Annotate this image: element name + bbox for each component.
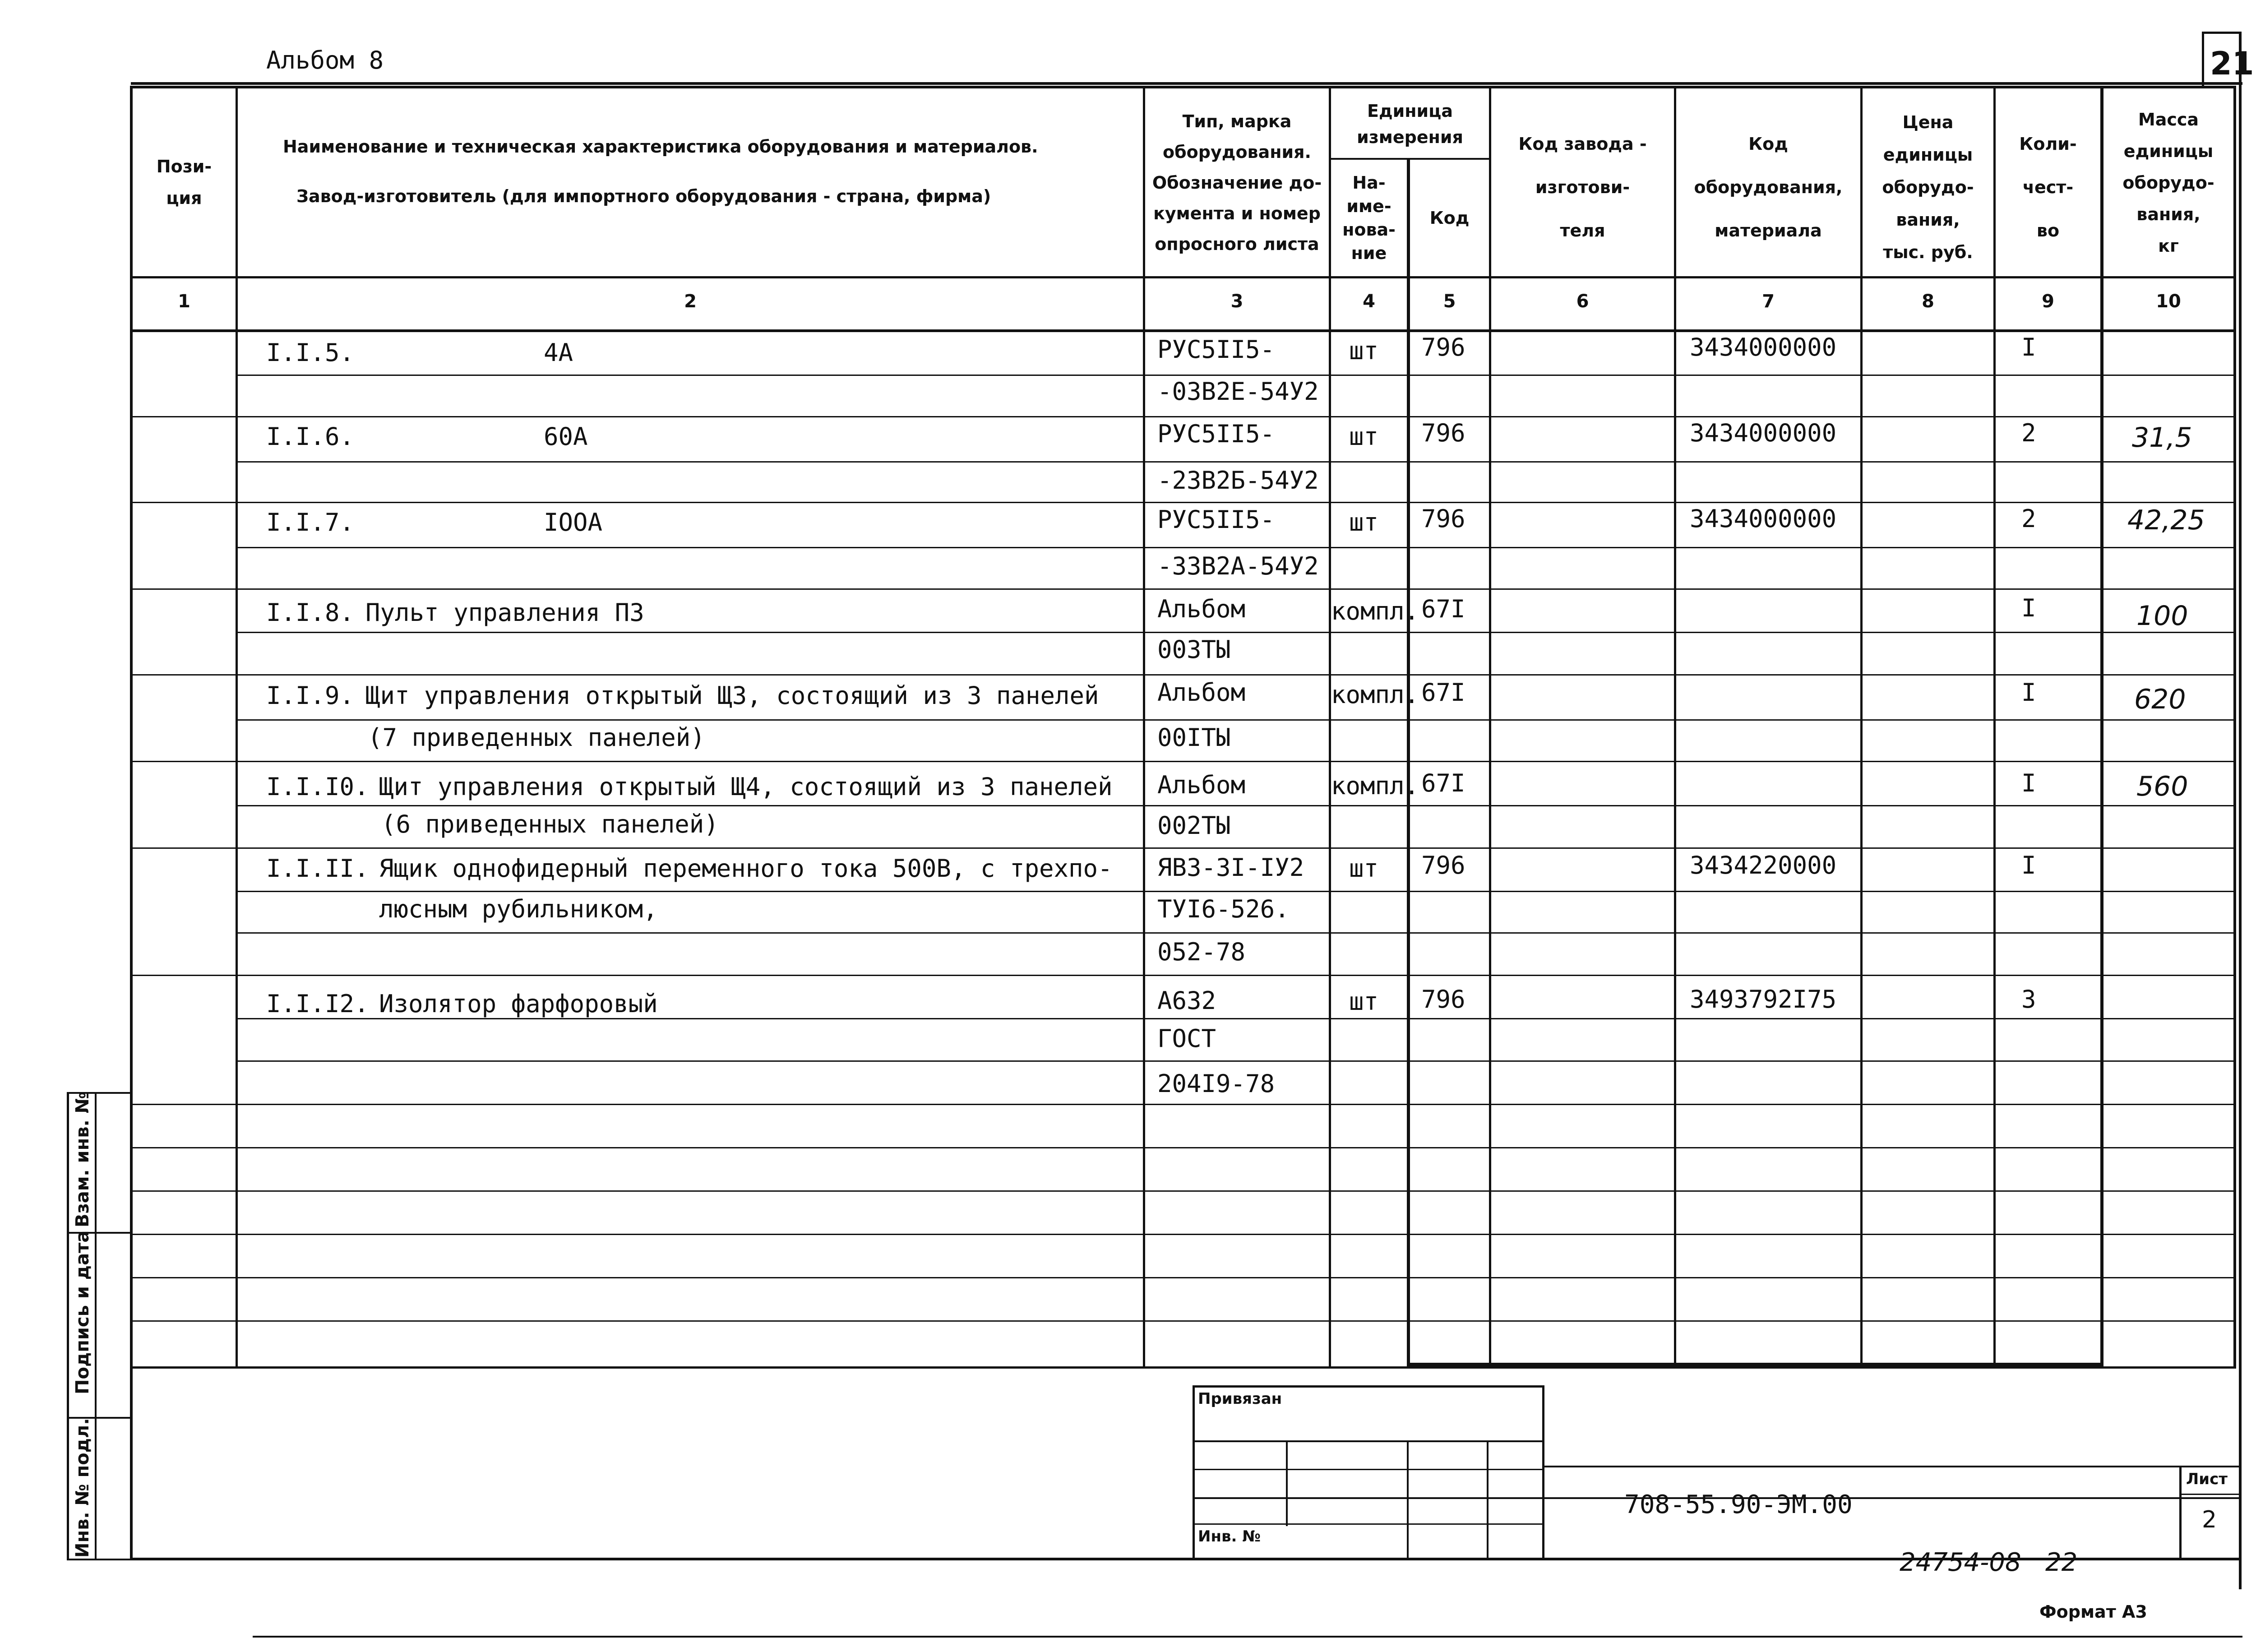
row-type: 00IТЫ [1157, 723, 1231, 752]
row-position: I.I.6. [266, 422, 355, 451]
row-unit-code: 796 [1421, 851, 1465, 879]
row-unit: шт [1349, 422, 1379, 451]
row-equipment-code: 3434220000 [1690, 851, 1837, 879]
corner-box-top [2202, 32, 2242, 34]
row-type: Альбом [1157, 678, 1246, 707]
row-mass: 560 [2136, 771, 2188, 802]
stamp-original-inv: Инв. № подл. [72, 1418, 93, 1558]
row-position: I.I.I2. [266, 990, 369, 1018]
row-type: А632 [1157, 986, 1216, 1015]
row-position: I.I.5. [266, 338, 355, 367]
row-line [236, 891, 2236, 892]
row-type: 052-78 [1157, 938, 1246, 966]
row-quantity: I [2021, 851, 2036, 879]
header-name-line2: Завод-изготовитель (для импортного оборудования - страна, фирма) [296, 186, 991, 206]
numbers-bottom-line [130, 329, 2236, 332]
sheet-label: Лист [2186, 1470, 2228, 1488]
stamp-replacement-inv: Взам. инв. № [72, 1092, 93, 1227]
row-line [130, 847, 2236, 849]
row-line [130, 502, 2236, 503]
row-type: -23В2Б-54У2 [1157, 466, 1319, 495]
row-line [130, 1190, 2236, 1192]
col-num-3: 3 [1230, 291, 1244, 312]
right-frame-line [2239, 32, 2242, 1589]
row-name: IOOA [544, 508, 603, 537]
row-unit-code: 796 [1421, 333, 1465, 361]
sheet-box-line [2179, 1494, 2240, 1495]
row-line [130, 674, 2236, 676]
row-line [236, 805, 2236, 806]
row-type: 002ТЫ [1157, 811, 1231, 840]
title-box-vline [1407, 1440, 1409, 1559]
col-num-6: 6 [1576, 291, 1589, 312]
row-unit: шт [1349, 508, 1379, 537]
row-line [130, 975, 2236, 976]
row-mass: 100 [2136, 600, 2188, 632]
title-box-top [1193, 1385, 1544, 1388]
row-line [130, 1147, 2236, 1148]
row-unit: компл. [1331, 772, 1419, 800]
row-quantity: 2 [2021, 504, 2036, 533]
corner-box-left [2202, 32, 2204, 86]
row-type: -33В2А-54У2 [1157, 552, 1319, 580]
col-num-1: 1 [178, 291, 190, 312]
row-name-continued: люсным рубильником, [379, 895, 658, 923]
row-unit-code: 67I [1421, 595, 1465, 623]
row-line [130, 588, 2236, 590]
row-type: Альбом [1157, 595, 1246, 623]
row-quantity: I [2021, 333, 2036, 361]
row-position: I.I.7. [266, 508, 355, 537]
header-position: Пози- ция [156, 157, 212, 208]
header-type: Тип, марка оборудования. Обозначение до- кумента и номер опросного листа [1152, 111, 1322, 254]
row-position: I.I.8. [266, 598, 355, 627]
row-type: РУС5II5- [1157, 335, 1275, 364]
row-unit-code: 67I [1421, 769, 1465, 797]
row-name: Изолятор фарфоровый [379, 990, 658, 1018]
col-num-4: 4 [1363, 291, 1375, 312]
header-mass: Масса единицы оборудо- вания, кг [2122, 110, 2214, 256]
stamp-inner-line [95, 1092, 97, 1560]
row-type: -03В2Е-54У2 [1157, 377, 1319, 406]
title-box-left [1193, 1385, 1195, 1559]
format-label: Формат А3 [2039, 1602, 2147, 1622]
row-mass: 31,5 [2132, 422, 2192, 453]
row-name: Ящик однофидерный переменного тока 500В, с трехпо- [379, 854, 1113, 883]
row-unit-code: 67I [1421, 678, 1465, 707]
header-unit-group: Единица измерения [1357, 101, 1463, 147]
col-num-9: 9 [2042, 291, 2054, 312]
row-position: I.I.II. [266, 854, 369, 883]
header-price: Цена единицы оборудо- вания, тыс. руб. [1882, 112, 1974, 262]
header-factory-code: Код завода - изготови- теля [1518, 134, 1647, 241]
row-name: 60A [544, 422, 588, 451]
row-line [236, 375, 2236, 376]
row-line [236, 547, 2236, 548]
row-mass: 620 [2134, 684, 2186, 715]
row-quantity: 2 [2021, 419, 2036, 447]
title-box-vline [1286, 1440, 1288, 1526]
row-type: 204I9-78 [1157, 1069, 1275, 1098]
row-line [130, 761, 2236, 762]
row-quantity: I [2021, 594, 2036, 622]
stamp-left-line [67, 1092, 69, 1560]
row-mass: 42,25 [2127, 504, 2205, 536]
row-type: ТУI6-526. [1157, 895, 1290, 923]
row-type: ГОСТ [1157, 1024, 1216, 1053]
header-name-line1: Наименование и техническая характеристика оборудования и материалов. [283, 137, 1038, 157]
row-line [130, 1234, 2236, 1235]
row-position: I.I.9. [266, 681, 355, 710]
top-frame-line [131, 82, 2242, 85]
row-line [236, 932, 2236, 934]
page-bottom-line [253, 1636, 2242, 1638]
row-line [130, 416, 2236, 417]
row-unit: компл. [1331, 680, 1419, 709]
table-top-line [130, 86, 2236, 88]
row-line [236, 1060, 2236, 1062]
col-num-8: 8 [1922, 291, 1934, 312]
row-quantity: I [2021, 678, 2036, 707]
header-unit-name: На- име- нова- ние [1342, 173, 1396, 263]
row-equipment-code: 3434000000 [1690, 419, 1837, 447]
row-quantity: I [2021, 769, 2036, 797]
row-quantity: 3 [2021, 985, 2036, 1013]
header-equipment-code: Код оборудования, материала [1694, 134, 1843, 241]
row-name: Щит управления открытый Щ4, состоящий из 3 панелей [379, 773, 1113, 801]
row-name-continued: (6 приведенных панелей) [381, 810, 719, 838]
header-unit-code: Код [1429, 208, 1470, 228]
sheet-box-left [2179, 1466, 2182, 1559]
album-label: Альбом 8 [266, 46, 384, 74]
table-bottom-line [130, 1366, 2236, 1369]
stamp-signature-date: Подпись и дата [72, 1230, 93, 1394]
col-num-5: 5 [1443, 291, 1456, 312]
row-unit: компл. [1331, 597, 1419, 625]
row-line [130, 1320, 2236, 1322]
title-box-line [1193, 1440, 1544, 1442]
row-unit-code: 796 [1421, 419, 1465, 447]
attached-label: Привязан [1198, 1390, 1282, 1408]
row-type: РУС5II5- [1157, 505, 1275, 534]
row-unit: шт [1349, 854, 1379, 883]
row-type: Альбом [1157, 771, 1246, 799]
row-name-continued: (7 приведенных панелей) [368, 723, 705, 752]
col-line-4 [1407, 158, 1410, 1367]
row-unit-code: 796 [1421, 985, 1465, 1013]
col-num-7: 7 [1762, 291, 1775, 312]
row-line [130, 1104, 2236, 1105]
inv-no-label: Инв. № [1198, 1527, 1261, 1546]
row-type: 003ТЫ [1157, 635, 1231, 664]
header-bottom-line [130, 276, 2236, 278]
row-name: Щит управления открытый Щ3, состоящий из 3 панелей [365, 681, 1099, 710]
header-quantity: Коли- чест- во [2019, 134, 2077, 241]
title-code-top [1542, 1466, 2239, 1467]
row-line [236, 719, 2236, 721]
row-unit: шт [1349, 337, 1379, 365]
col-num-10: 10 [2156, 291, 2181, 312]
row-name: Пульт управления П3 [365, 598, 644, 627]
title-box-right [1542, 1385, 1544, 1559]
title-box-vline [1487, 1440, 1489, 1559]
document-code: 708-55.90-ЭМ.00 [1624, 1490, 1853, 1519]
archive-number: 24754-08 22 [1900, 1548, 2078, 1577]
row-unit-code: 796 [1421, 504, 1465, 533]
row-equipment-code: 3434000000 [1690, 333, 1837, 361]
row-equipment-code: 3434000000 [1690, 504, 1837, 533]
row-type: РУС5II5- [1157, 420, 1275, 448]
col-num-2: 2 [684, 291, 697, 312]
row-position: I.I.I0. [266, 773, 369, 801]
page-corner-number: 21 [2210, 45, 2254, 82]
stamp-bottom-line [67, 1559, 132, 1560]
title-box-line [1193, 1469, 1544, 1470]
title-box-line [1193, 1523, 1544, 1525]
sheet-number: 2 [2202, 1506, 2217, 1533]
row-unit: шт [1349, 987, 1379, 1016]
row-line [236, 632, 2236, 633]
row-line [130, 1277, 2236, 1278]
row-type: ЯВЗ-3I-IУ2 [1157, 853, 1304, 882]
row-name: 4A [544, 338, 573, 367]
row-line [236, 461, 2236, 463]
bold-bottom-line [1407, 1363, 2103, 1366]
row-equipment-code: 3493792I75 [1690, 985, 1837, 1013]
row-line [236, 1018, 2236, 1019]
